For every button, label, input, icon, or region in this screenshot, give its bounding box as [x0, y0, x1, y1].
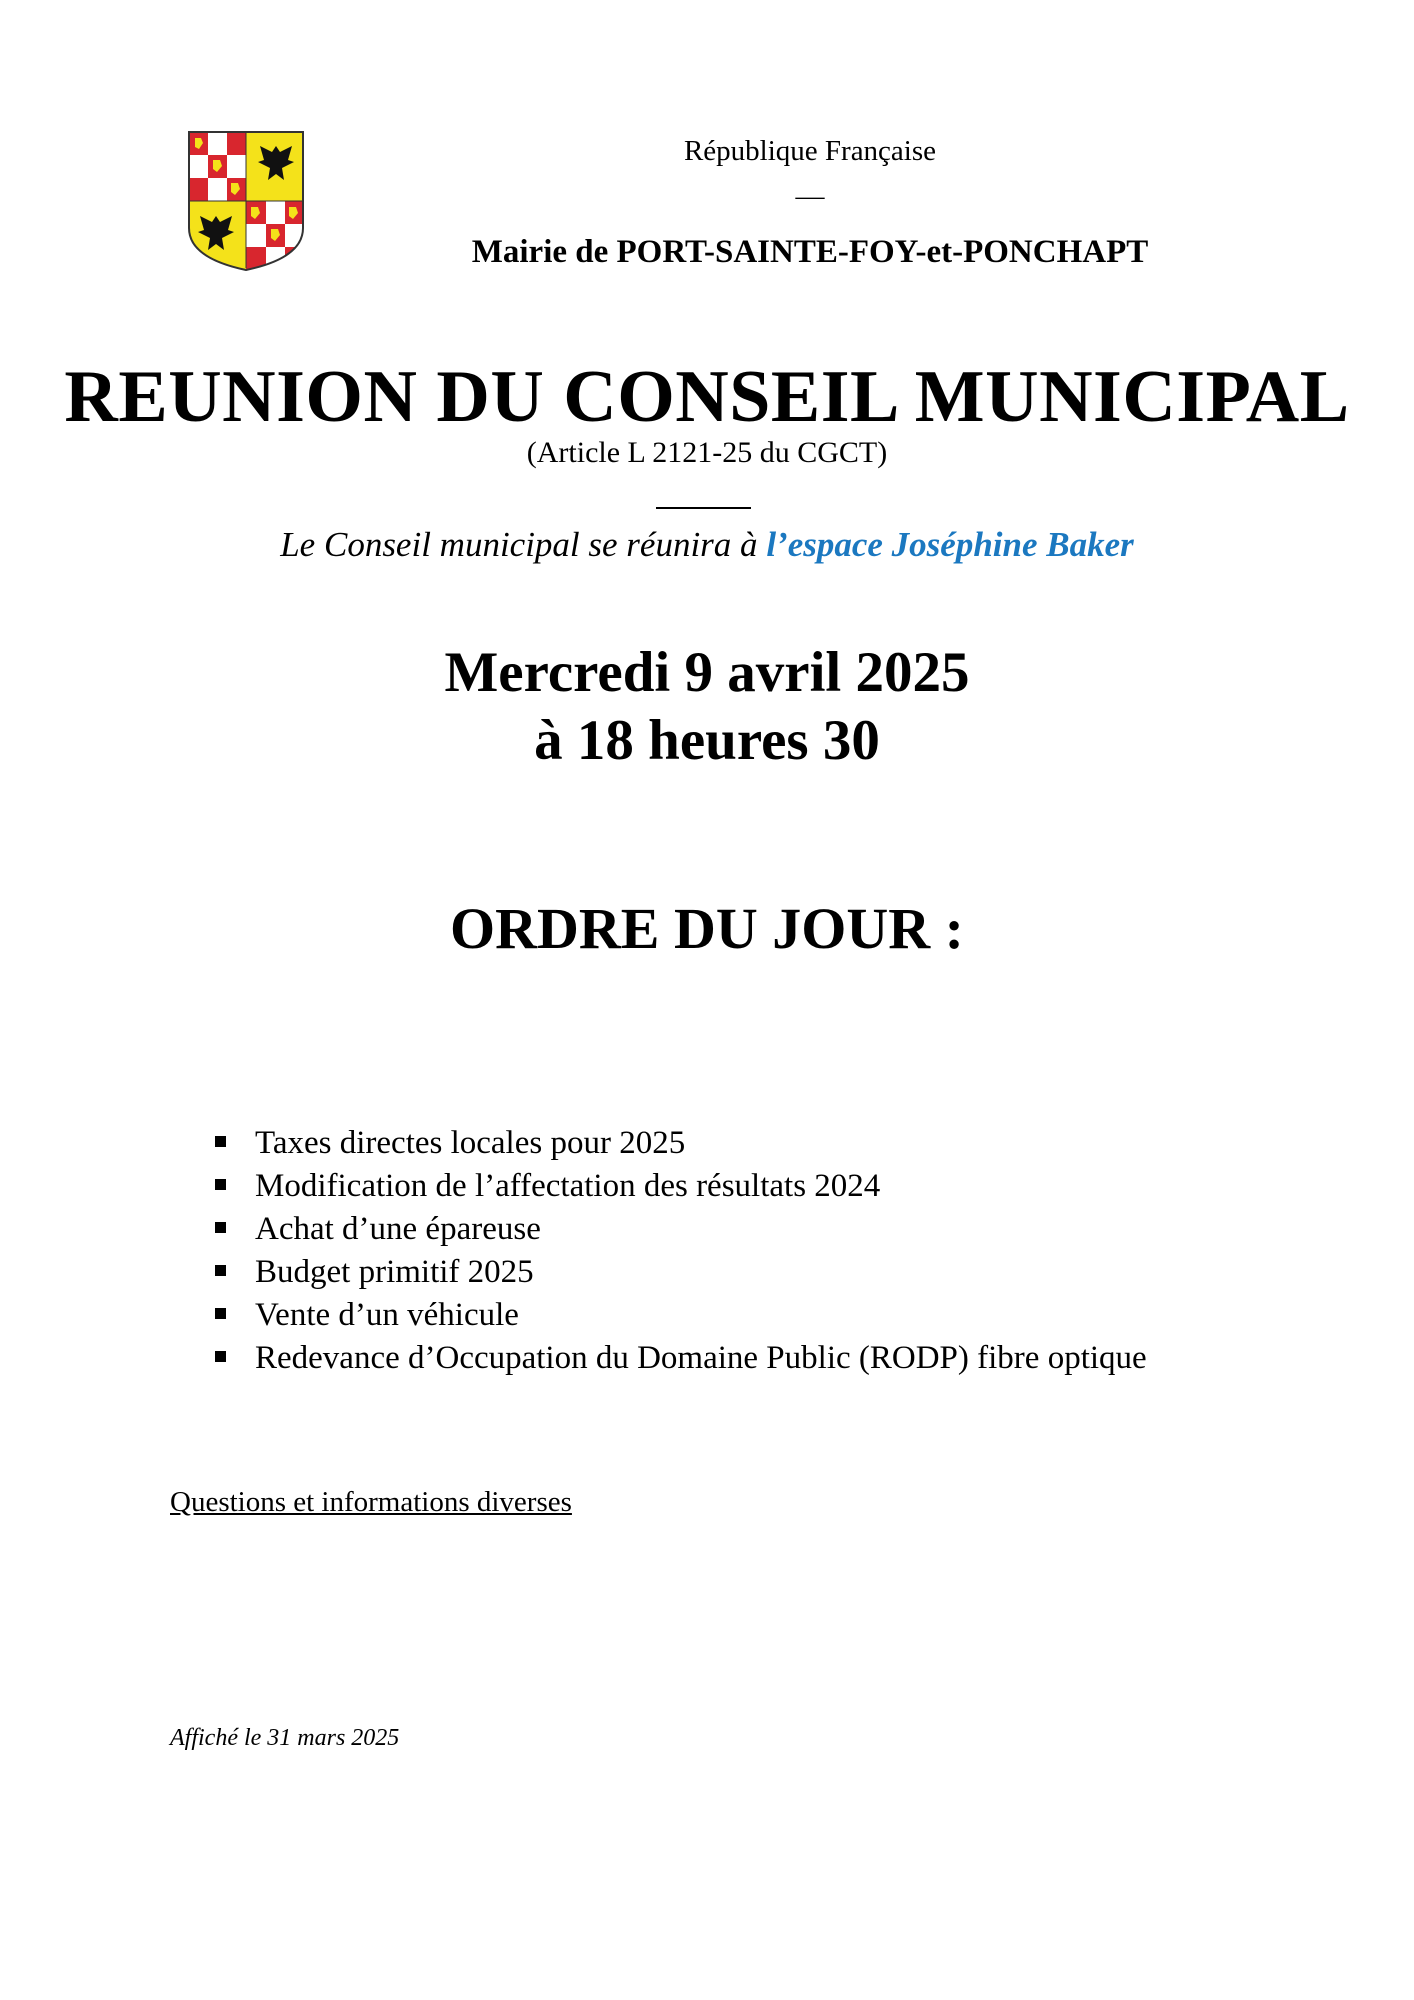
- meeting-date: Mercredi 9 avril 2025: [444, 641, 970, 704]
- agenda-item: Modification de l’affectation des résultats 2024: [215, 1165, 1265, 1208]
- mairie-name: Mairie de PORT-SAINTE-FOY-et-PONCHAPT: [471, 234, 1149, 270]
- square-bullet-icon: [215, 1179, 226, 1190]
- venue-prefix: Le Conseil municipal se réunira à: [280, 525, 767, 564]
- square-bullet-icon: [215, 1308, 226, 1319]
- square-bullet-icon: [215, 1351, 226, 1362]
- meeting-time: à 18 heures 30: [534, 709, 880, 772]
- venue-place: l’espace Joséphine Baker: [766, 525, 1134, 564]
- square-bullet-icon: [215, 1222, 226, 1233]
- square-bullet-icon: [215, 1265, 226, 1276]
- header-dash: —: [795, 180, 825, 212]
- venue-line: [0, 525, 1414, 565]
- document-title: REUNION DU CONSEIL MUNICIPAL: [64, 356, 1350, 438]
- agenda-item: Achat d’une épareuse: [215, 1208, 1265, 1251]
- square-bullet-icon: [215, 1136, 226, 1147]
- agenda-heading: ORDRE DU JOUR :: [450, 896, 964, 961]
- agenda-list: [215, 1122, 1265, 1380]
- agenda-item: Budget primitif 2025: [215, 1251, 1265, 1294]
- posted-date: Affiché le 31 mars 2025: [170, 1725, 400, 1751]
- divider: [656, 507, 751, 509]
- agenda-item: Taxes directes locales pour 2025: [215, 1122, 1265, 1165]
- questions-diverses: Questions et informations diverses: [170, 1486, 572, 1518]
- republique-francaise-text: République Française: [683, 135, 937, 167]
- legal-reference: (Article L 2121-25 du CGCT): [526, 436, 888, 469]
- municipal-coat-of-arms: [185, 128, 307, 274]
- agenda-item: Redevance d’Occupation du Domaine Public (RODP) fibre optique: [215, 1337, 1245, 1380]
- agenda-item: Vente d’un véhicule: [215, 1294, 1265, 1337]
